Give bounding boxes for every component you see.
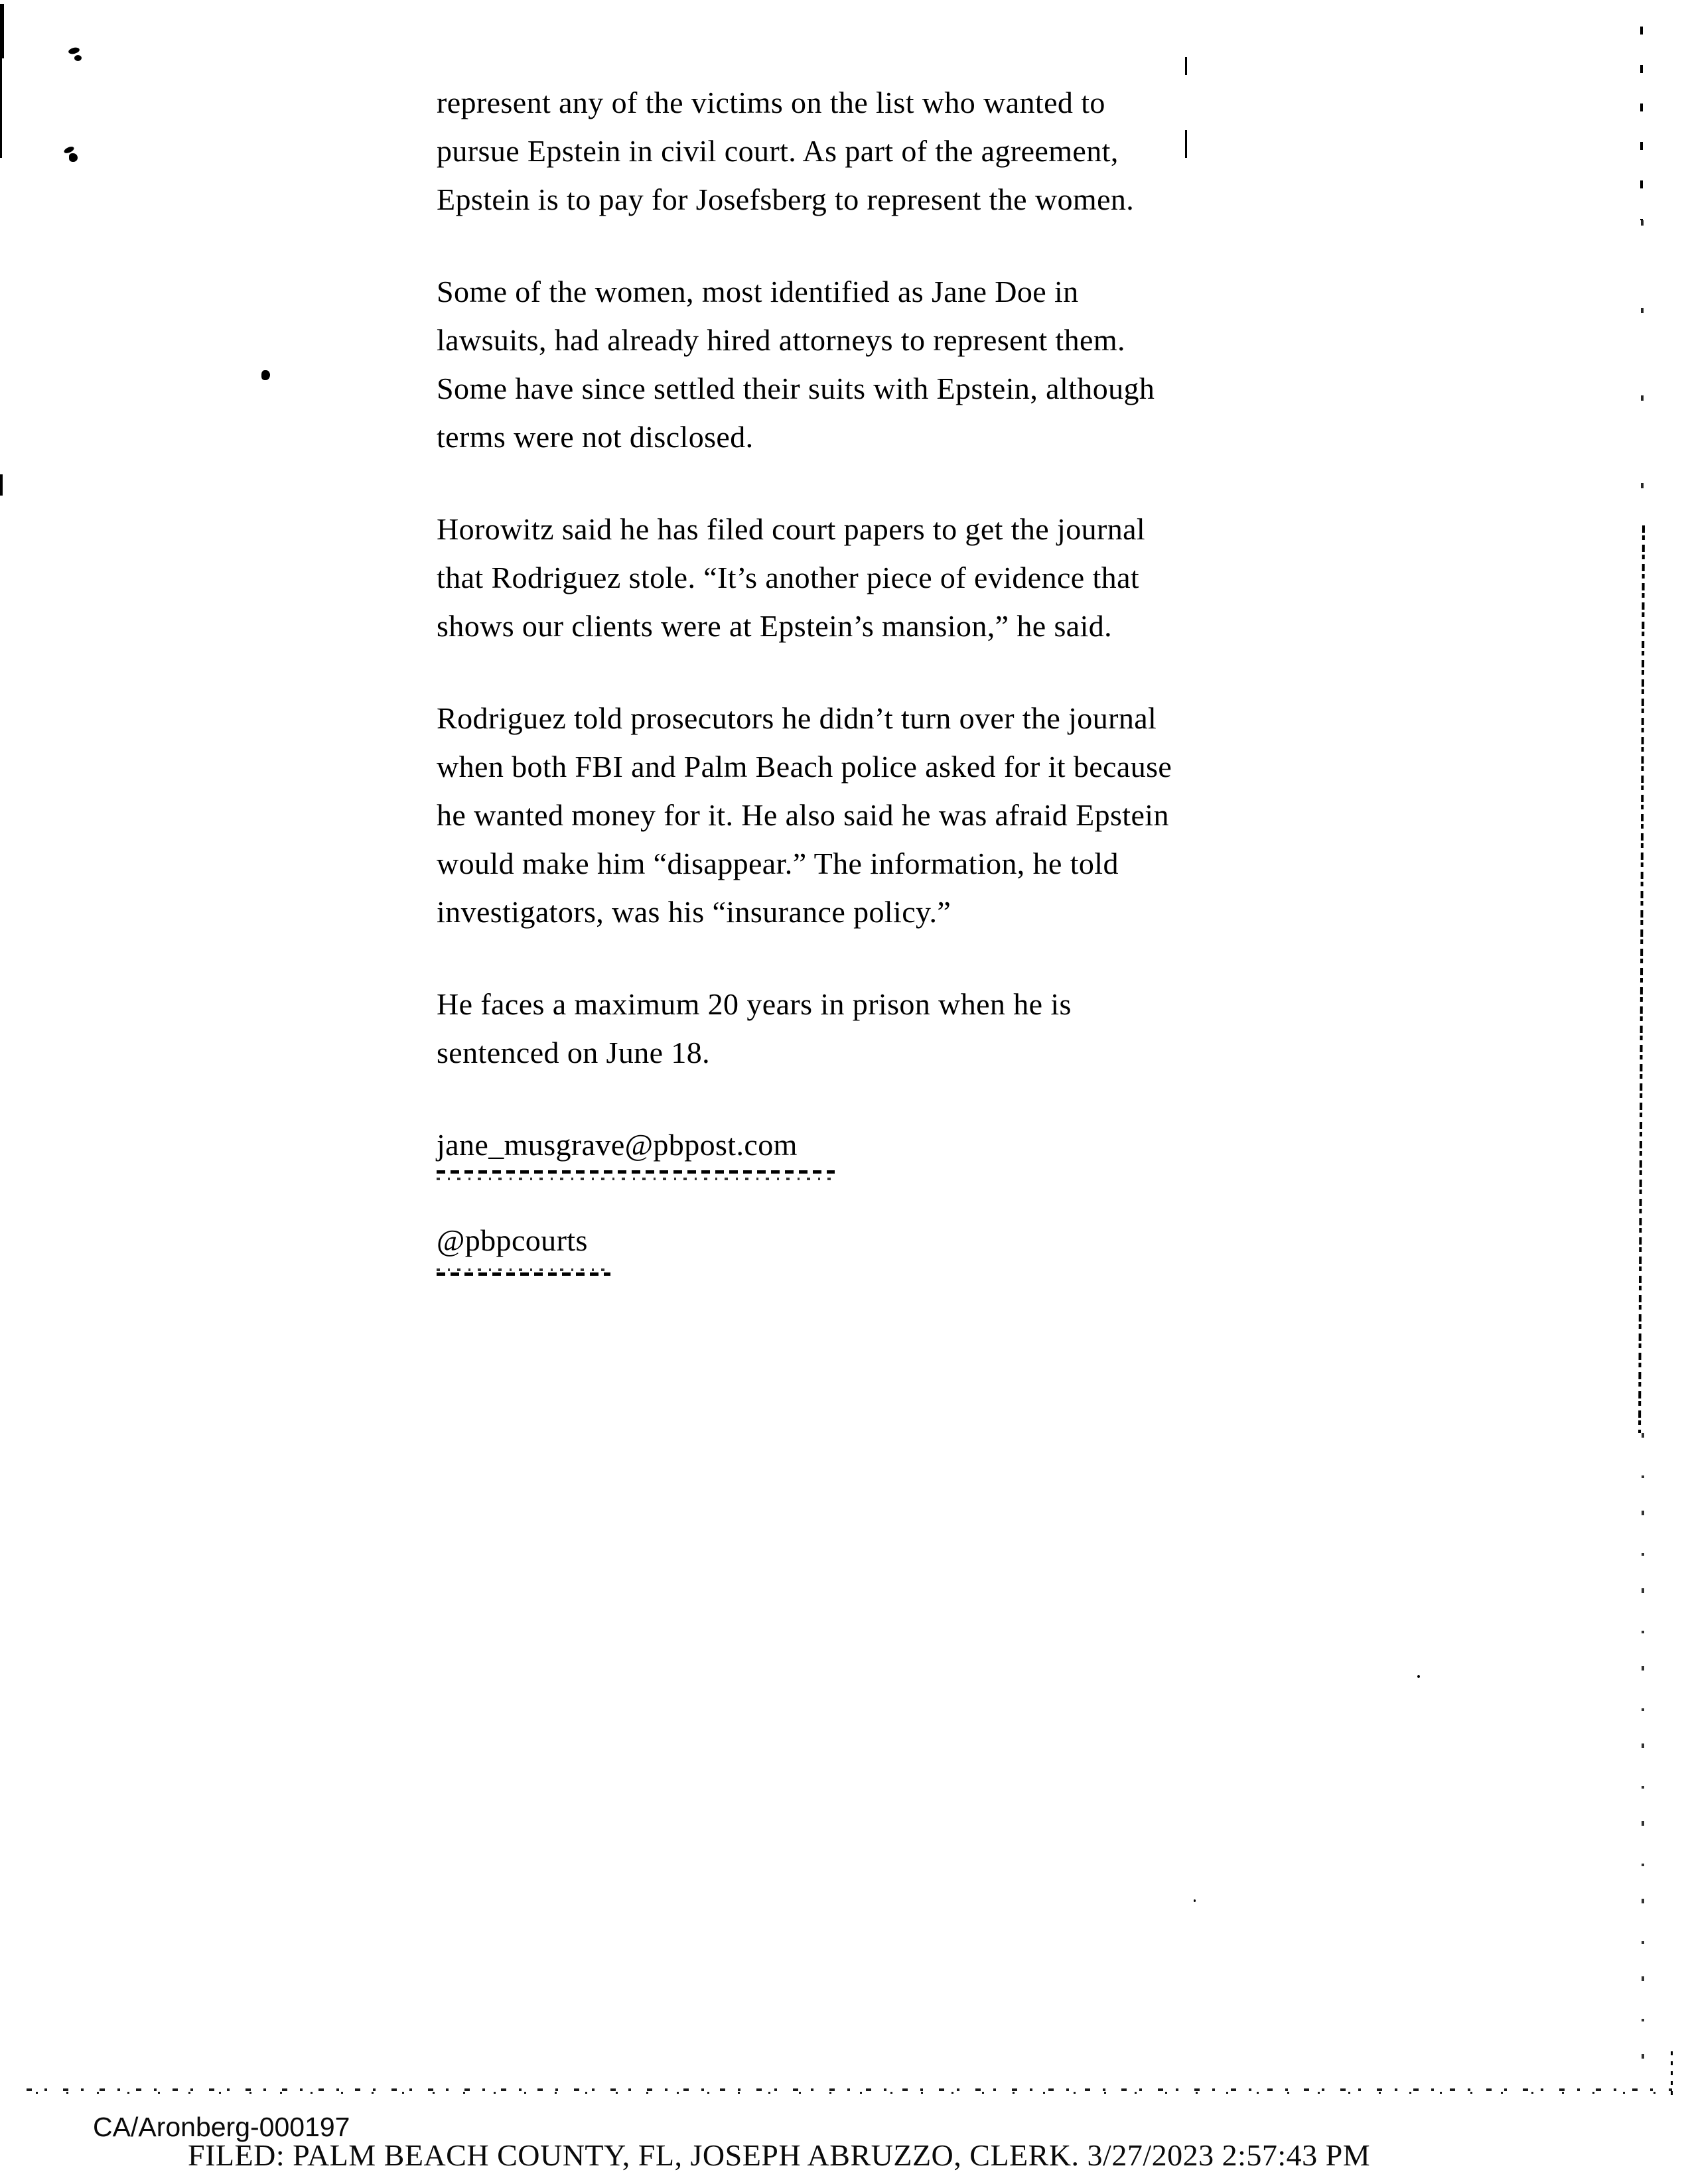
scan-edge-artifact — [0, 4, 4, 58]
scan-vertical-noise-line — [1642, 1433, 1644, 2096]
text-line: sentenced on June 18. — [437, 1036, 711, 1069]
text-line: would make him “disappear.” The information, he told — [437, 847, 1119, 880]
email-underline-artifact — [437, 1170, 835, 1180]
text-line: Some of the women, most identified as Jane Doe in — [437, 275, 1079, 308]
text-line: Horowitz said he has filed court papers to get the journal — [437, 512, 1146, 546]
text-line: that Rodriguez stole. “It’s another piece of evidence that — [437, 561, 1140, 594]
article-body — [437, 78, 1226, 1312]
dashed-underline — [437, 1272, 610, 1276]
filing-stamp: FILED: PALM BEACH COUNTY, FL, JOSEPH ABRUZZO, CLERK. 3/27/2023 2:57:43 PM — [188, 2138, 1371, 2172]
ink-speck — [1417, 1675, 1420, 1678]
ink-speck — [74, 55, 82, 61]
text-line: Some have since settled their suits with Epstein, although — [437, 372, 1155, 405]
text-line: investigators, was his “insurance policy.” — [437, 895, 951, 929]
scan-corner-noise — [1671, 2051, 1673, 2096]
ink-speck — [261, 370, 270, 380]
scan-stray-mark — [1185, 130, 1187, 158]
paragraph — [437, 505, 1226, 650]
twitter-handle-link[interactable]: @pbpcourts — [437, 1223, 588, 1257]
paragraph — [437, 78, 1226, 224]
paragraph — [437, 267, 1226, 461]
text-line: he wanted money for it. He also said he was afraid Epstein — [437, 798, 1169, 832]
text-line: Rodriguez told prosecutors he didn’t turn over the journal — [437, 701, 1157, 735]
author-email-block — [437, 1121, 1226, 1180]
text-line: when both FBI and Palm Beach police asked for it because — [437, 750, 1172, 784]
ink-speck — [1194, 1899, 1196, 1902]
scan-vertical-noise-line — [1640, 27, 1643, 220]
text-line: pursue Epstein in civil court. As part of the agreement, — [437, 134, 1119, 168]
author-email-link[interactable]: jane_musgrave@pbpost.com — [437, 1128, 798, 1162]
bates-number: CA/Aronberg-000197 — [93, 2112, 350, 2142]
ink-speck — [68, 46, 80, 55]
scan-vertical-noise-line — [1641, 220, 1644, 525]
twitter-handle-block — [437, 1216, 1226, 1276]
text-line: terms were not disclosed. — [437, 420, 754, 454]
paragraph — [437, 980, 1226, 1077]
speckled-underline — [437, 1178, 835, 1180]
ink-speck — [69, 153, 78, 162]
scan-vertical-noise-line — [1638, 525, 1645, 1433]
text-line: Epstein is to pay for Josefsberg to represent the women. — [437, 182, 1135, 216]
twitter-underline-artifact — [437, 1268, 610, 1276]
scan-edge-artifact — [0, 474, 3, 496]
paragraph — [437, 694, 1226, 936]
scan-edge-artifact — [0, 58, 2, 158]
text-line: lawsuits, had already hired attorneys to represent them. — [437, 323, 1125, 357]
text-line: He faces a maximum 20 years in prison when he is — [437, 987, 1072, 1021]
dashed-underline — [437, 1170, 835, 1174]
scan-stray-mark — [1185, 57, 1187, 75]
speckled-underline — [437, 1268, 610, 1271]
text-line: represent any of the victims on the list who wanted to — [437, 86, 1105, 119]
scan-horizontal-noise-line — [27, 2088, 1672, 2094]
text-line: shows our clients were at Epstein’s mansion,” he said. — [437, 609, 1113, 643]
